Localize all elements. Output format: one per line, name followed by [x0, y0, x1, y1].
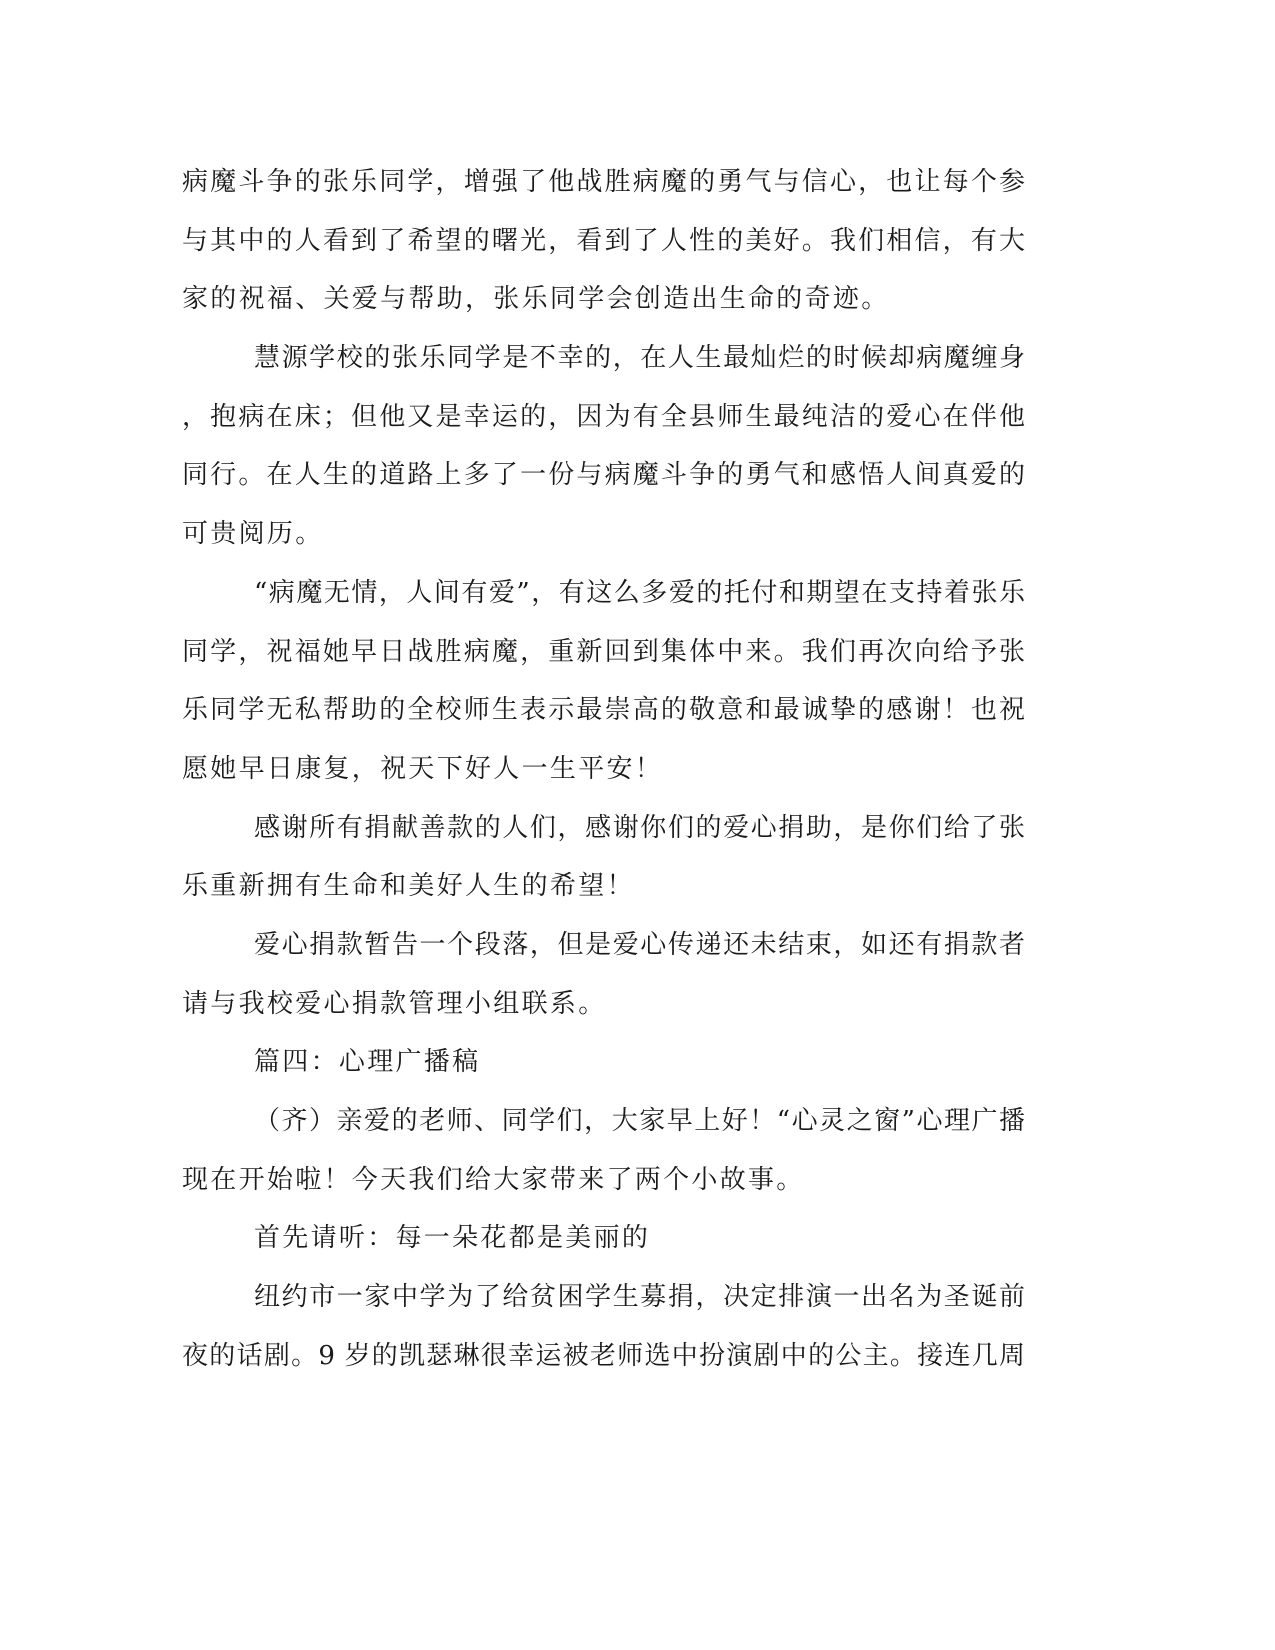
- text-line: “病魔无情，人间有爱”，有这么多爱的托付和期望在支持着张乐: [254, 577, 1025, 608]
- text-line: 同学，祝福她早日战胜病魔，重新回到集体中来。我们再次向给予张: [182, 636, 1025, 667]
- paragraph: [0, 799, 1275, 916]
- text-line: 爱心捐款暂告一个段落，但是爱心传递还未结束，如还有捐款者: [254, 929, 1025, 960]
- paragraph: [0, 1268, 1275, 1385]
- text-line: 家的祝福、关爱与帮助，张乐同学会创造出生命的奇迹。: [182, 284, 890, 315]
- section-heading: [0, 1033, 1275, 1092]
- text-line: 感谢所有捐献善款的人们，感谢你们的爱心捐助，是你们给了张: [254, 812, 1025, 843]
- paragraph: [0, 153, 1275, 329]
- text-line: 同行。在人生的道路上多了一份与病魔斗争的勇气和感悟人间真爱的: [182, 460, 1025, 491]
- text-line: 现在开始啦！今天我们给大家带来了两个小故事。: [182, 1164, 805, 1195]
- text-line: 篇四：心理广播稿: [254, 1047, 481, 1078]
- text-line: ，抱病在床；但他又是幸运的，因为有全县师生最纯洁的爱心在伴他: [182, 401, 1025, 432]
- document-body: [0, 153, 1275, 1385]
- paragraph: [0, 1092, 1275, 1209]
- text-line: （齐）亲爱的老师、同学们，大家早上好！“心灵之窗”心理广播: [254, 1106, 1025, 1136]
- text-line: 病魔斗争的张乐同学，增强了他战胜病魔的勇气与信心，也让每个参: [182, 167, 1025, 197]
- text-line: 慧源学校的张乐同学是不幸的，在人生最灿烂的时候却病魔缠身: [254, 343, 1025, 374]
- text-line: 请与我校爱心捐款管理小组联系。: [182, 988, 607, 1019]
- text-line: 纽约市一家中学为了给贫困学生募捐，决定排演一出名为圣诞前: [254, 1282, 1025, 1313]
- text-line: 乐重新拥有生命和美好人生的希望！: [182, 871, 635, 902]
- text-line: 乐同学无私帮助的全校师生表示最崇高的敬意和最诚挚的感谢！也祝: [182, 695, 1025, 726]
- paragraph: [0, 329, 1275, 564]
- paragraph: [0, 916, 1275, 1033]
- text-line: 夜的话剧。9 岁的凯瑟琳很幸运被老师选中扮演剧中的公主。接连几周: [182, 1340, 1025, 1371]
- text-line: 与其中的人看到了希望的曙光，看到了人性的美好。我们相信，有大: [182, 225, 1025, 256]
- paragraph: [0, 564, 1275, 799]
- text-line: 首先请听：每一朵花都是美丽的: [254, 1223, 651, 1254]
- text-line: 愿她早日康复，祝天下好人一生平安！: [182, 753, 664, 784]
- story-title: [0, 1209, 1275, 1268]
- text-line: 可贵阅历。: [182, 519, 324, 550]
